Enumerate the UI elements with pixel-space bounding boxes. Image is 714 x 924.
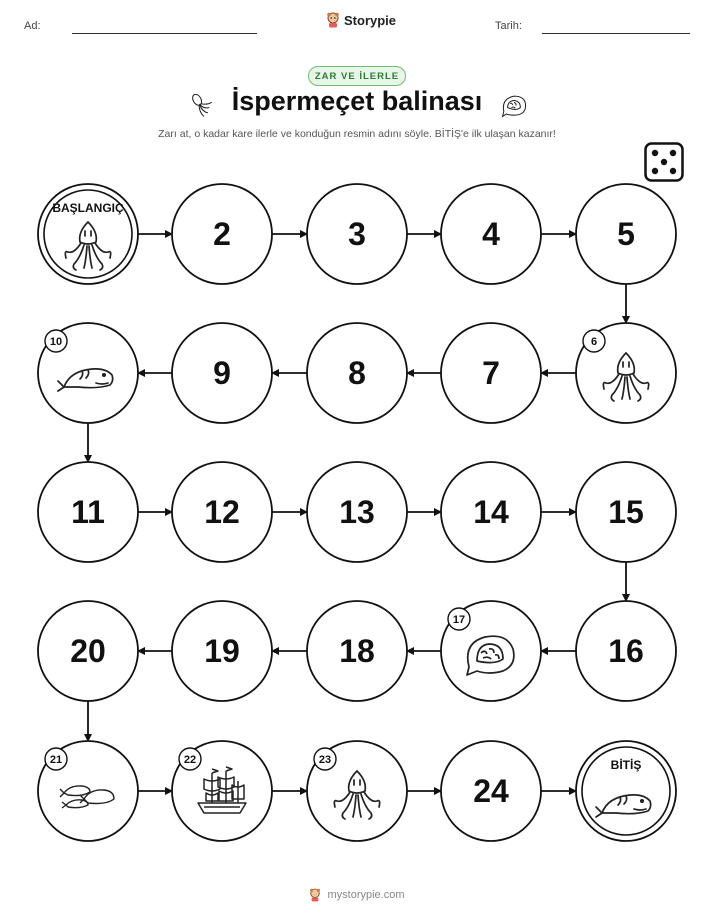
cell-number: 21 [49,754,63,766]
cell-number: 16 [608,633,644,669]
cell-number: 10 [49,336,63,348]
cell-number: 12 [204,494,240,530]
cell-number: 17 [452,614,466,626]
board-cell-17[interactable] [441,601,541,701]
cell-number: 14 [473,494,509,530]
board-cell-24[interactable] [441,741,541,841]
cell-number: 19 [204,633,240,669]
cell-number: 5 [617,216,635,252]
cell-number: 6 [590,336,598,348]
board-cell-6[interactable] [576,323,676,423]
cell-number: 15 [608,494,644,530]
board-cell-13[interactable] [307,462,407,562]
footer [0,888,714,902]
cell-number: 3 [348,216,366,252]
cell-number: 11 [71,494,105,530]
board-cell-22[interactable] [172,741,272,841]
cell-number: 8 [348,355,366,391]
cell-number: 7 [482,355,500,391]
board-cell-14[interactable] [441,462,541,562]
board-cell-11[interactable] [38,462,138,562]
board-cell-5[interactable] [576,184,676,284]
board-cell-20[interactable] [38,601,138,701]
board-cell-2[interactable] [172,184,272,284]
cell-number: 4 [482,216,500,252]
board-cell-10[interactable] [38,323,138,423]
board-cell-19[interactable] [172,601,272,701]
storypie-mascot-icon [309,888,321,902]
board-cell-7[interactable] [441,323,541,423]
board-cell-18[interactable] [307,601,407,701]
board-cell-8[interactable] [307,323,407,423]
board-cell-23[interactable] [307,741,407,841]
board-cell-15[interactable] [576,462,676,562]
cell-number: 13 [339,494,375,530]
activity-type-badge: ZAR VE İLERLE [308,66,406,86]
board-cell-21[interactable] [38,741,138,841]
footer-url[interactable]: mystorypie.com [327,889,405,901]
cell-number: 18 [339,633,375,669]
board-cell-12[interactable] [172,462,272,562]
cell-number: 20 [70,633,106,669]
board-cell-16[interactable] [576,601,676,701]
cell-number: 2 [213,216,231,252]
board-cell-1[interactable] [38,184,138,284]
cell-number: 22 [183,754,197,766]
name-label: Ad: [24,20,41,32]
page-title: İspermeçet balinası [231,86,483,116]
board-cell-25[interactable] [576,741,676,841]
cell-number: 24 [473,773,509,809]
board-cell-3[interactable] [307,184,407,284]
instructions: Zarı at, o kadar kare ilerle ve konduğun resmin adını söyle. BİTİŞ'e ilk ulaşan kazanır! [158,128,556,140]
board-cell-9[interactable] [172,323,272,423]
date-label: Tarih: [495,20,522,32]
cell-number: 9 [213,355,231,391]
finish-label: BİTİŞ [610,758,642,772]
start-label: BAŞLANGIÇ [52,201,124,215]
board-cell-4[interactable] [441,184,541,284]
cell-number: 23 [318,754,332,766]
brand-name: Storypie [344,12,397,28]
